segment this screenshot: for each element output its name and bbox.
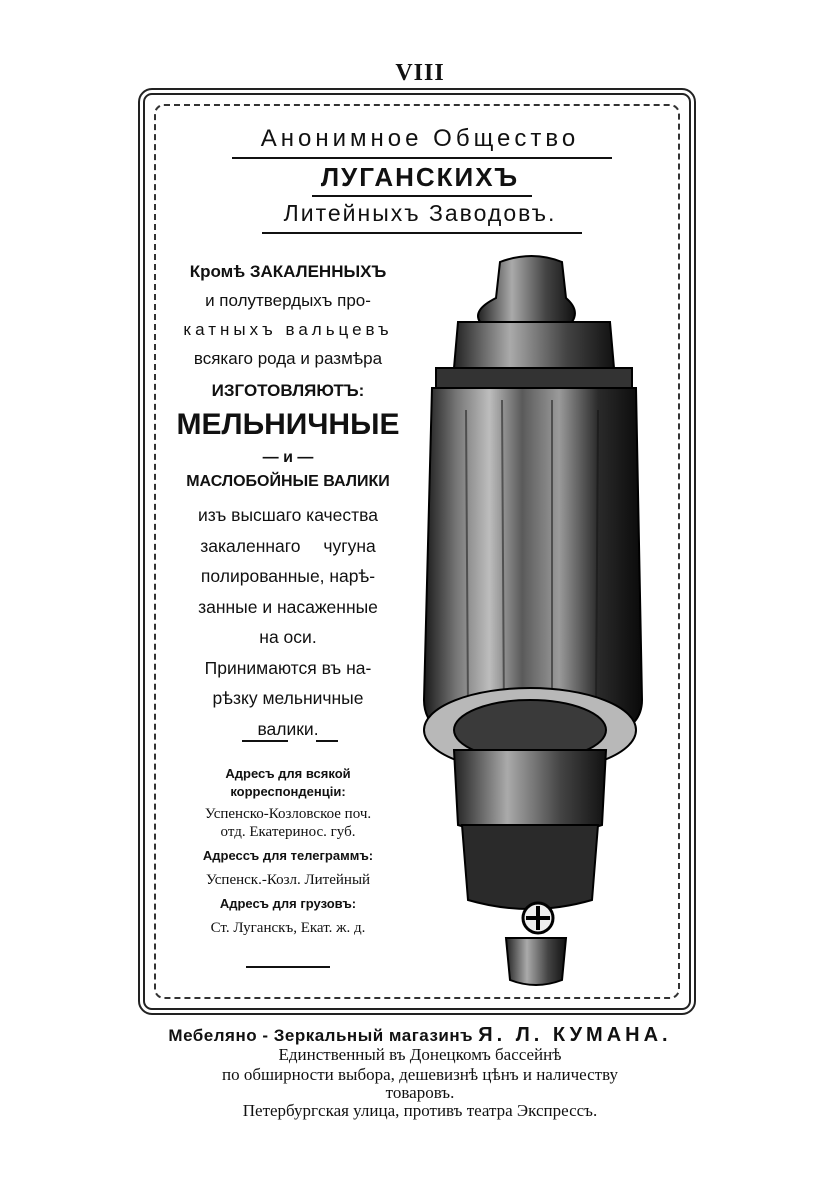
products-make-heading: ИЗГОТОВЛЯЮТЪ:: [211, 381, 365, 400]
header-rule-3: [262, 232, 582, 234]
details-line: Принимаются въ на-: [204, 657, 372, 678]
closing-rule: [246, 966, 330, 968]
details-line: закаленнаго чугуна: [200, 535, 376, 556]
shop-owner: Я. Л. КУМАНА.: [478, 1024, 672, 1046]
intro-line: и полутвердыхъ про-: [205, 291, 371, 310]
footer-line-3: [130, 1066, 710, 1102]
telegram-address-label: Адрессъ для телеграммъ:: [202, 848, 374, 863]
intro-line: всякаго рода и размѣра: [193, 349, 383, 368]
page-number: VIII: [395, 60, 445, 86]
details-line: изъ высшаго качества: [197, 505, 379, 525]
divider-dash: [242, 740, 288, 742]
intro-line: Кромѣ ЗАКАЛЕННЫХЪ: [189, 262, 387, 281]
details-line: валики.: [257, 718, 319, 739]
intro-text: [172, 257, 404, 373]
details-line: на оси.: [259, 627, 317, 647]
corr-address-value: Успенско-Козловское поч.: [204, 806, 372, 822]
products-mill-heading: МЕЛЬНИЧНЫЕ: [176, 408, 400, 441]
header-rule-2: [312, 195, 532, 197]
footer-line-2: Единственный въ Донецкомъ бассейнѣ: [278, 1045, 562, 1064]
footer-line-5: Петербургская улица, противъ театра Экспрессъ.: [242, 1101, 598, 1120]
footer-shop-line: [130, 1024, 710, 1047]
cargo-address-value: Ст. Луганскъ, Екат. ж. д.: [210, 920, 366, 936]
footer-line-3a: по обширности выбора, дешевизнѣ цѣнъ и наличеству: [221, 1065, 619, 1084]
header-rule-1: [232, 157, 612, 159]
cargo-address-label: Адресъ для грузовъ:: [219, 896, 357, 911]
products-and: — и —: [262, 449, 314, 466]
address-block: [172, 765, 404, 937]
company-name-line3: Литейныхъ Заводовъ.: [283, 200, 557, 226]
company-name-line2: ЛУГАНСКИХЪ: [320, 162, 520, 192]
intro-line: катныхъ вальцевъ: [183, 320, 393, 339]
divider-dash: [316, 740, 338, 742]
corr-address-value: отд. Екатеринос. губ.: [220, 824, 356, 840]
details-text: [172, 500, 404, 744]
details-line: занные и насаженные: [198, 596, 378, 617]
products-oil-heading: МАСЛОБОЙНЫЕ ВАЛИКИ: [186, 473, 390, 490]
details-line: полированные, нарѣ-: [200, 566, 376, 586]
shop-prefix: Мебеляно - Зеркальный магазинъ: [168, 1026, 474, 1045]
footer-line-3b: товаровъ.: [385, 1083, 455, 1102]
details-line: рѣзку мельничные: [212, 688, 364, 708]
corr-address-label: Адресъ для всякой: [225, 766, 351, 781]
mill-roller-illustration: [410, 250, 655, 990]
company-name-line1: Анонимное Общество: [260, 125, 580, 152]
telegram-address-value: Успенск.-Козл. Литейный: [205, 872, 371, 888]
corr-address-label: корреспонденціи:: [230, 784, 346, 799]
